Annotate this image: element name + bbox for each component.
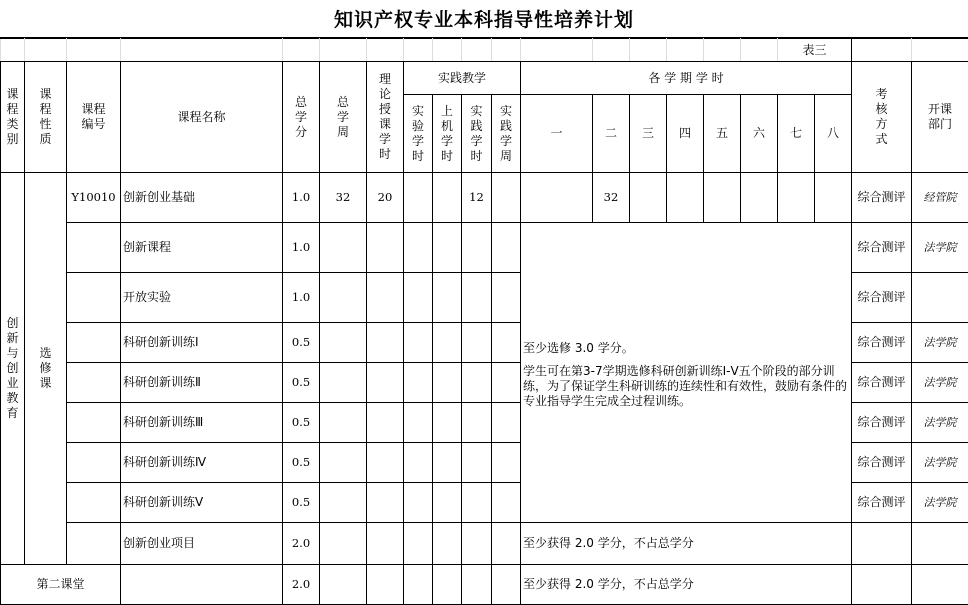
- course-name: 科研创新训练Ⅲ: [121, 403, 283, 443]
- course-department: 法学院: [912, 323, 968, 363]
- course-credits: 0.5: [283, 323, 320, 363]
- table-row: [1, 523, 968, 565]
- course-department: 法学院: [912, 363, 968, 403]
- course-department: 经管院: [912, 173, 968, 223]
- header-semester-4: 四: [667, 95, 704, 173]
- table-row: [1, 223, 968, 273]
- course-name: 科研创新训练Ⅴ: [121, 483, 283, 523]
- header-course-category: 课 程 类 别: [1, 62, 25, 173]
- header-semester-6: 六: [741, 95, 778, 173]
- course-assessment: 综合测评: [852, 173, 912, 223]
- header-practice-hours: 实 践 学 时: [462, 95, 492, 173]
- header-lab-hours: 实 验 学 时: [404, 95, 433, 173]
- course-credits: 1.0: [283, 173, 320, 223]
- page-title: 知识产权专业本科指导性培养计划: [0, 0, 968, 38]
- header-practice-weeks: 实 践 学 周: [492, 95, 521, 173]
- course-name: 科研创新训练Ⅳ: [121, 443, 283, 483]
- header-course-name: 课程名称: [121, 62, 283, 173]
- course-name: 开放实验: [121, 273, 283, 323]
- course-assessment: 综合测评: [852, 273, 912, 323]
- course-department: [912, 273, 968, 323]
- header-course-code: 课程 编号: [67, 62, 121, 173]
- header-total-weeks: 总 学 周: [320, 62, 367, 173]
- course-assessment: 综合测评: [852, 403, 912, 443]
- course-name: 科研创新训练Ⅱ: [121, 363, 283, 403]
- course-credits: 0.5: [283, 483, 320, 523]
- course-credits: 1.0: [283, 273, 320, 323]
- course-assessment: 综合测评: [852, 363, 912, 403]
- header-semester-2: 二: [593, 95, 630, 173]
- curriculum-table: [0, 38, 968, 605]
- course-credits: 0.5: [283, 443, 320, 483]
- second-class-name: 第二课堂: [1, 565, 121, 605]
- table-label: 表三: [778, 39, 852, 62]
- second-class-credits: 2.0: [283, 565, 320, 605]
- header-semester-8: 八: [815, 95, 852, 173]
- course-assessment: 综合测评: [852, 483, 912, 523]
- course-theory: 20: [367, 173, 404, 223]
- course-name: 创新创业项目: [121, 523, 283, 565]
- header-semester-7: 七: [778, 95, 815, 173]
- course-sem2: 32: [593, 173, 630, 223]
- course-assessment: 综合测评: [852, 443, 912, 483]
- header-department: 开课 部门: [912, 62, 968, 173]
- category-cell: 创 新 与 创 业 教 育: [1, 173, 25, 565]
- course-assessment: 综合测评: [852, 323, 912, 363]
- header-course-nature: 课 程 性 质: [25, 62, 67, 173]
- header-semester-group: 各 学 期 学 时: [521, 62, 852, 95]
- header-total-credits: 总 学 分: [283, 62, 320, 173]
- table-row: [1, 173, 968, 223]
- table-row: [1, 565, 968, 605]
- course-code: Y10010: [67, 173, 121, 223]
- elective-note: [521, 223, 852, 523]
- course-department: 法学院: [912, 403, 968, 443]
- course-practice: 12: [462, 173, 492, 223]
- second-class-note: 至少获得 2.0 学分，不占总学分: [521, 565, 852, 605]
- course-name: 科研创新训练Ⅰ: [121, 323, 283, 363]
- course-name: 创新创业基础: [121, 173, 283, 223]
- header-practice-group: 实践教学: [404, 62, 521, 95]
- header-theory-hours: 理 论 授 课 学 时: [367, 62, 404, 173]
- course-department: 法学院: [912, 483, 968, 523]
- project-note: 至少获得 2.0 学分，不占总学分: [521, 523, 852, 565]
- course-credits: 0.5: [283, 403, 320, 443]
- elective-requirement: 至少选修 3.0 学分。: [523, 340, 634, 355]
- label-row: [1, 39, 968, 62]
- course-assessment: 综合测评: [852, 223, 912, 273]
- course-credits: 2.0: [283, 523, 320, 565]
- course-department: 法学院: [912, 443, 968, 483]
- header-semester-5: 五: [704, 95, 741, 173]
- nature-cell: 选 修 课: [25, 173, 67, 565]
- course-weeks: 32: [320, 173, 367, 223]
- header-semester-1: 一: [521, 95, 593, 173]
- course-credits: 1.0: [283, 223, 320, 273]
- course-department: 法学院: [912, 223, 968, 273]
- research-note: 学生可在第3-7学期选修科研创新训练Ⅰ-Ⅴ五个阶段的部分训练，为了保证学生科研训练的连续性和有效性，鼓励有条件的专业指导学生完成全过程训练。: [523, 363, 848, 408]
- header-computer-hours: 上 机 学 时: [433, 95, 462, 173]
- header-assessment: 考 核 方 式: [852, 62, 912, 173]
- course-credits: 0.5: [283, 363, 320, 403]
- header-semester-3: 三: [630, 95, 667, 173]
- course-name: 创新课程: [121, 223, 283, 273]
